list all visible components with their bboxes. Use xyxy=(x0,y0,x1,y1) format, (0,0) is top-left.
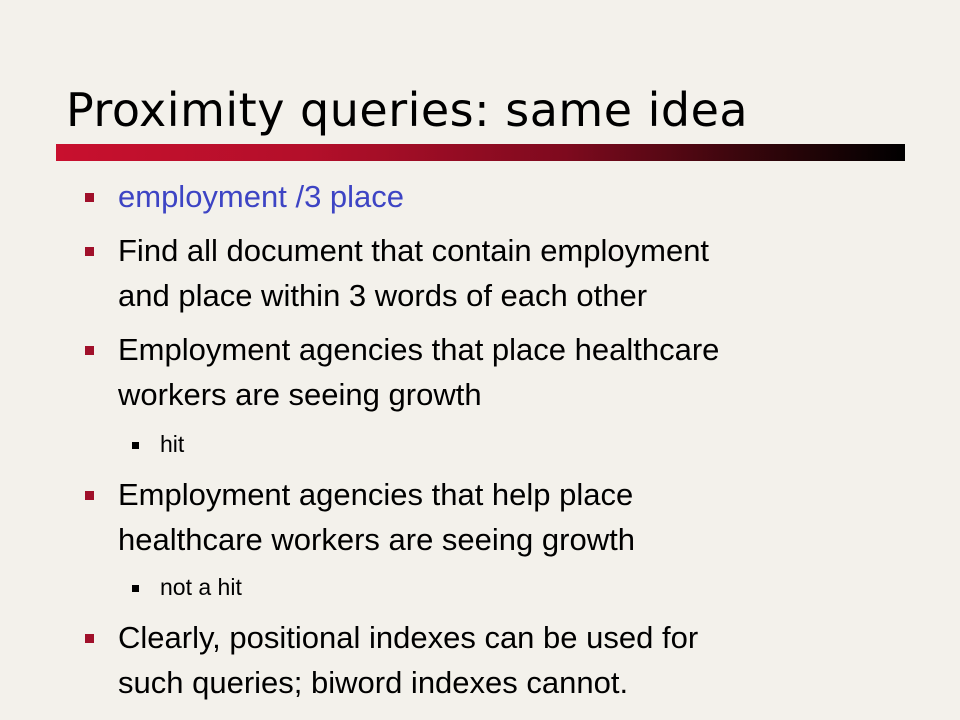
bullet-marker xyxy=(85,193,94,202)
bullet-text-line: healthcare workers are seeing growth xyxy=(118,522,635,557)
bullet-item-query xyxy=(118,174,404,219)
bullet-marker xyxy=(85,346,94,355)
bullet-text-line: Employment agencies that place healthcare xyxy=(118,332,720,367)
sub-bullet-marker xyxy=(132,442,139,449)
bullet-text: employment /3 place xyxy=(118,179,405,214)
bullet-item-example-hit xyxy=(118,327,719,417)
bullet-marker xyxy=(85,491,94,500)
bullet-text-line: workers are seeing growth xyxy=(118,377,482,412)
bullet-marker xyxy=(85,247,94,256)
bullet-text-line: Employment agencies that help place xyxy=(118,477,634,512)
title-divider xyxy=(56,144,905,161)
bullet-text-line: and place within 3 words of each other xyxy=(118,278,648,313)
bullet-marker xyxy=(85,634,94,643)
sub-bullet-text: not a hit xyxy=(160,574,242,600)
bullet-item-example-miss xyxy=(118,472,635,562)
bullet-item-definition xyxy=(118,228,709,318)
bullet-text-line: such queries; biword indexes cannot. xyxy=(118,665,629,700)
sub-bullet-not-hit xyxy=(160,572,242,602)
slide-title: Proximity queries: same idea xyxy=(66,83,749,137)
sub-bullet-text: hit xyxy=(160,431,185,457)
bullet-item-conclusion xyxy=(118,615,698,705)
bullet-text-line: Clearly, positional indexes can be used for xyxy=(118,620,699,655)
bullet-text-line: Find all document that contain employment xyxy=(118,233,710,268)
sub-bullet-hit xyxy=(160,429,184,459)
sub-bullet-marker xyxy=(132,585,139,592)
